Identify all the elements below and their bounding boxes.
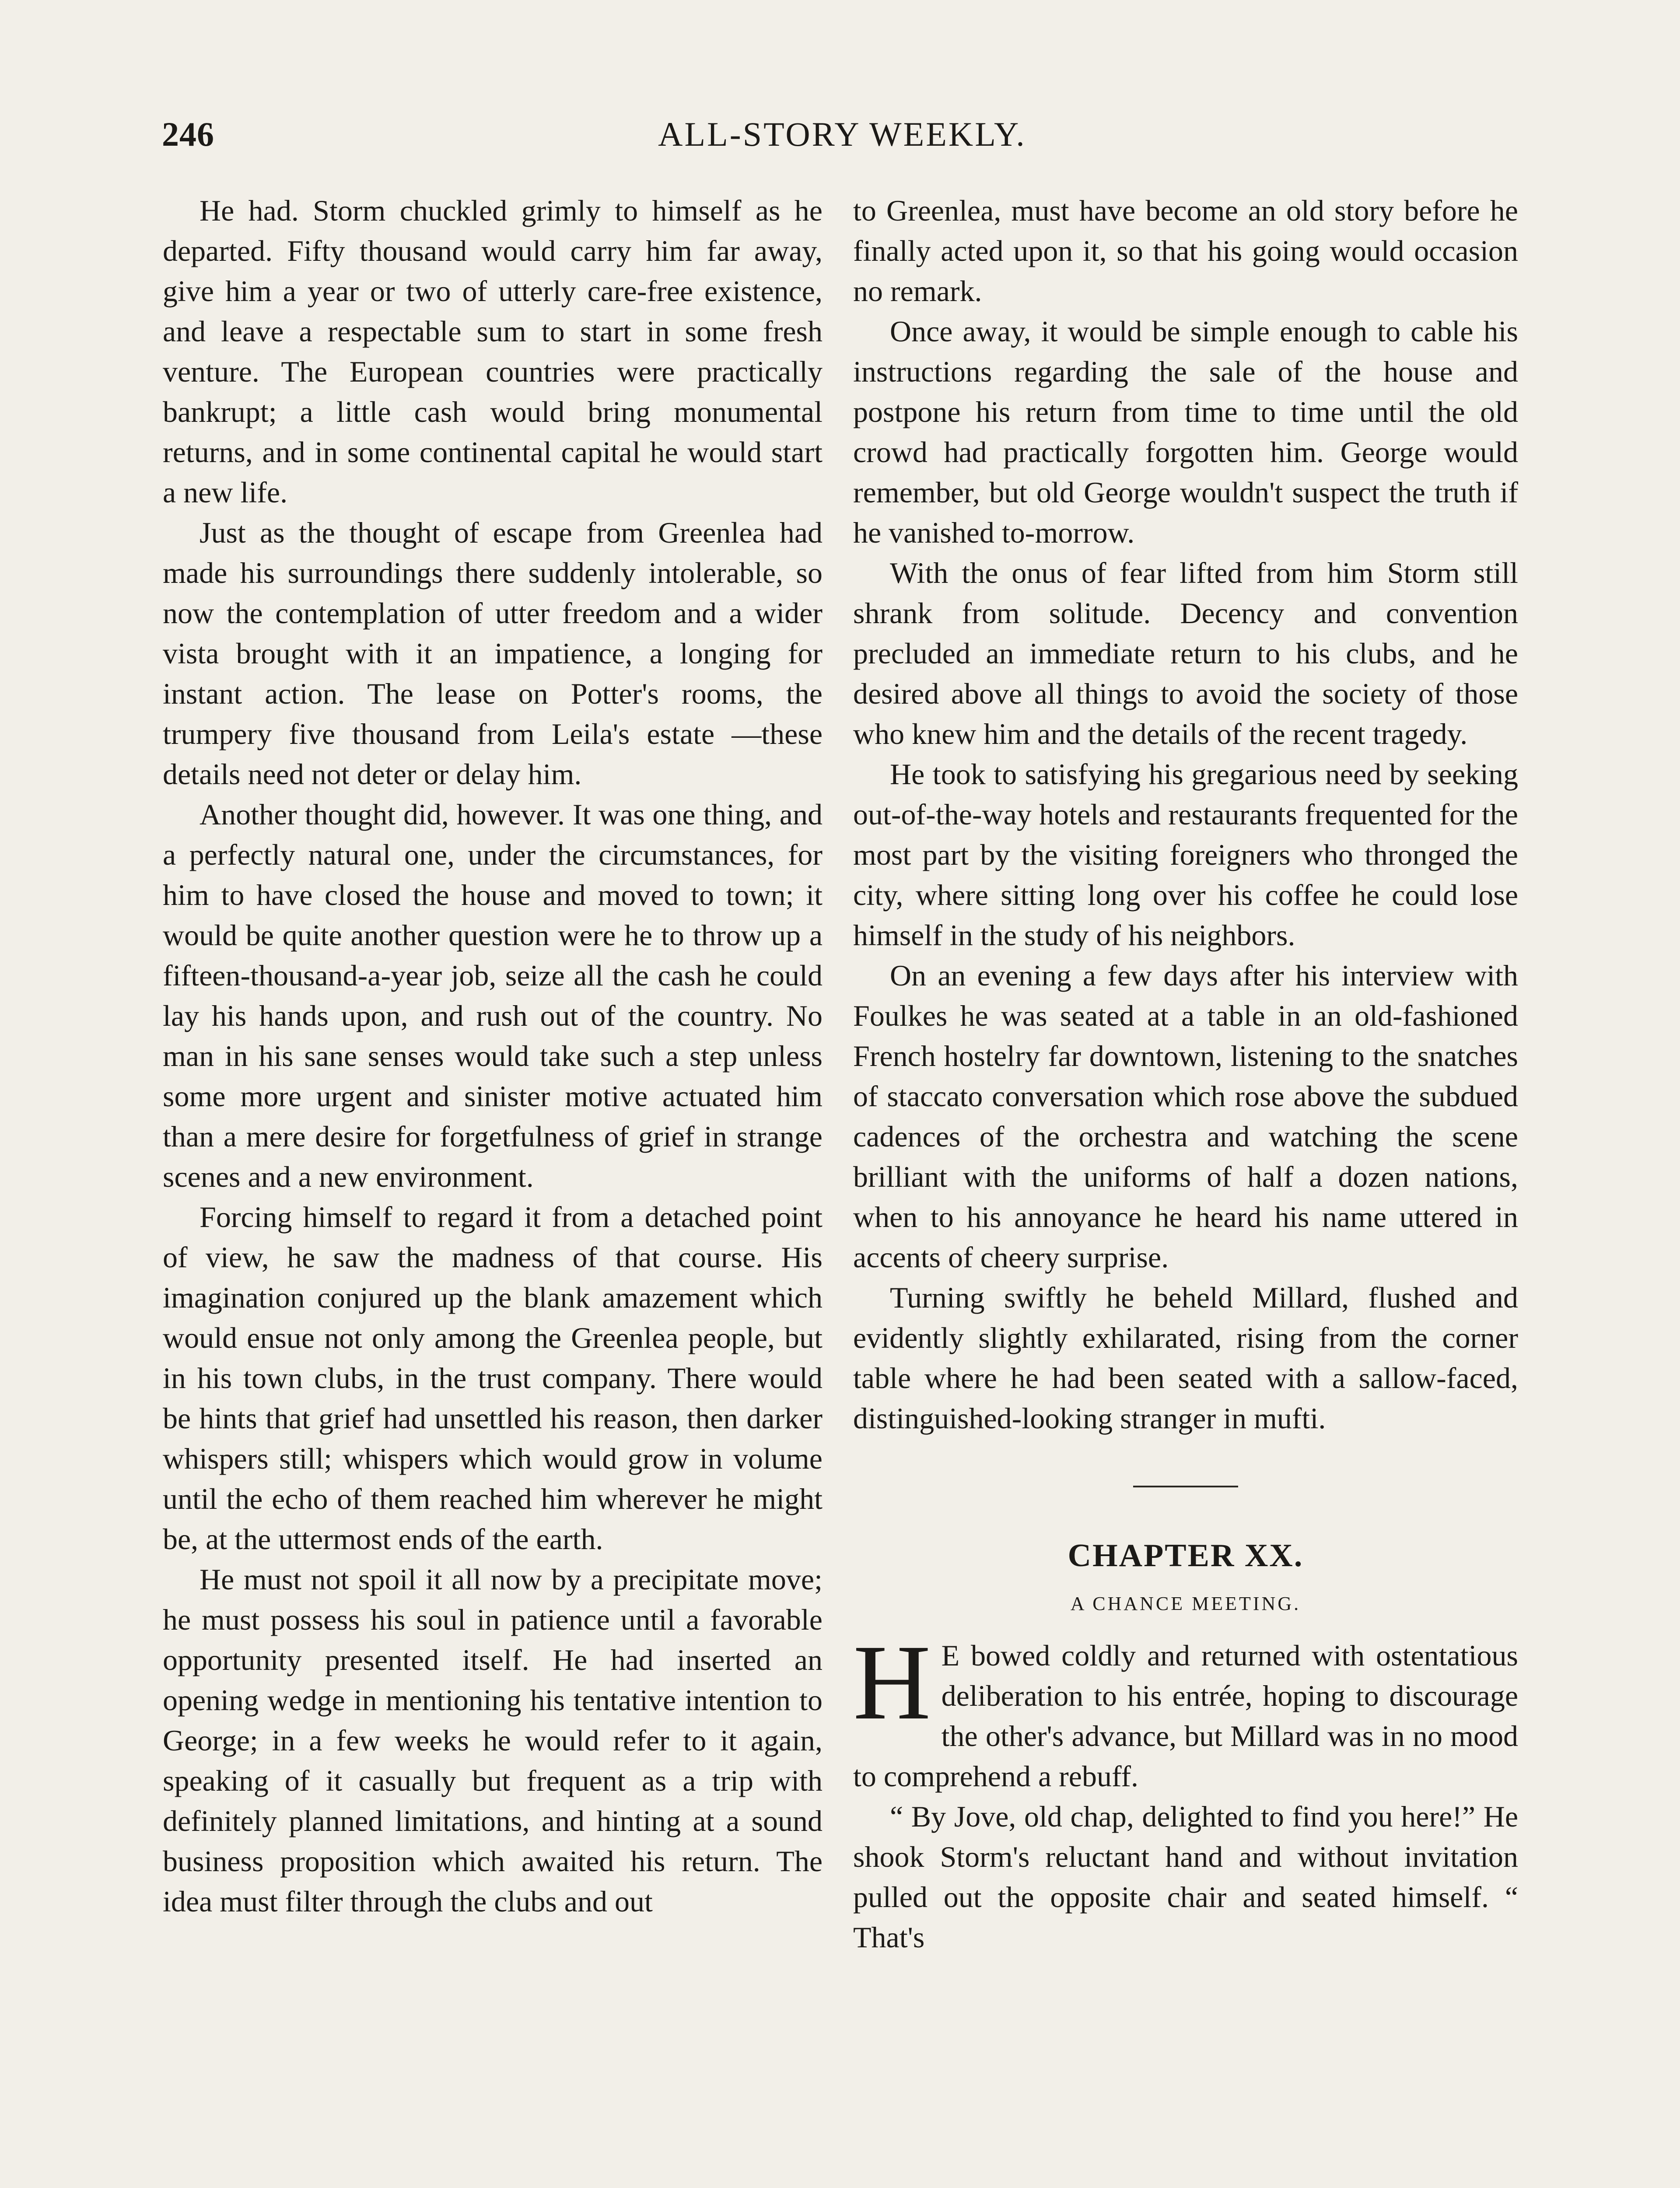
paragraph: With the onus of fear lifted from him Storm still shrank from solitude. Decency and convention precluded an immediate return to his clubs, and he desired above all things to avoid the society of those who knew him and the details of the recent tragedy. <box>853 556 1518 750</box>
paragraph: Once away, it would be simple enough to cable his instructions regarding the sale of the house and postpone his return from time to time until the old crowd had practically forgotten him. George would remember, but old George wouldn't suspect the truth if he vanished to-morrow. <box>853 315 1518 549</box>
drop-cap: H <box>853 1623 931 1742</box>
paragraph: to Greenlea, must have become an old story before he finally acted upon it, so that his going would occasion no remark. <box>853 194 1518 308</box>
page-number: 246 <box>162 115 214 153</box>
paragraph: Turning swiftly he beheld Millard, flushed and evidently slightly exhilarated, rising from the corner table where he had been seated with a sallow-faced, distinguished-looking stranger in mufti. <box>853 1281 1518 1435</box>
chapter-subtitle: A CHANCE MEETING. <box>1070 1593 1301 1614</box>
paragraph: He had. Storm chuckled grimly to himself as he departed. Fifty thousand would carry him far away, give him a year or two of utterly care-free existence, and leave a respectable sum to start in some fresh venture. The European countries were practically bankrupt; a little cash would bring monumental returns, and in some continental capital he would start a new life. <box>163 194 822 509</box>
dropcap-paragraph-text: E bowed coldly and returned with ostentatious deliberation to his entrée, hoping to discourage the other's advance, but Millard was in no mood to comprehend a rebuff. <box>853 1639 1518 1793</box>
right-column <box>853 190 1518 1957</box>
paragraph: He must not spoil it all now by a precipitate move; he must possess his soul in patience until a favorable opportunity presented itself. He had inserted an opening wedge in mentioning his tentative intention to George; in a few weeks he would refer to it again, speaking of it casually but frequent as a trip with definitely planned limitations, and hinting at a sound business proposition which awaited his return. The idea must filter through the clubs and out <box>163 1563 822 1918</box>
running-head: ALL-STORY WEEKLY. <box>658 115 1026 153</box>
page-header <box>162 115 1522 163</box>
paragraph: “ By Jove, old chap, delighted to find you here!” He shook Storm's reluctant hand and without invitation pulled out the opposite chair and seated himself. “ That's <box>853 1800 1518 1954</box>
section-divider <box>1133 1486 1238 1487</box>
paragraph: On an evening a few days after his interview with Foulkes he was seated at a table in an old-fashioned French hostelry far downtown, listening to the snatches of staccato conversation which rose above the subdued cadences of the orchestra and watching the scene brilliant with the uniforms of half a dozen nations, when to his annoyance he heard his name uttered in accents of cheery surprise. <box>853 959 1518 1274</box>
paragraph: Forcing himself to regard it from a detached point of view, he saw the madness of that course. His imagination conjured up the blank amazement which would ensue not only among the Greenlea people, but in his town clubs, in the trust company. There would be hints that grief had unsettled his reason, then darker whispers still; whispers which would grow in volume until the echo of them reached him wherever he might be, at the uttermost ends of the earth. <box>163 1200 822 1556</box>
left-column <box>163 190 822 1922</box>
paragraph: He took to satisfying his gregarious need by seeking out-of-the-way hotels and restaurants frequented for the most part by the visiting foreigners who thronged the city, where sitting long over his coffee he could lose himself in the study of his neighbors. <box>853 757 1518 952</box>
paragraph: Another thought did, however. It was one thing, and a perfectly natural one, under the circumstances, for him to have closed the house and moved to town; it would be quite another question were he to throw up a fifteen-thousand-a-year job, seize all the cash he could lay his hands upon, and rush out of the country. No man in his sane senses would take such a step unless some more urgent and sinister motive actuated him than a mere desire for forgetfulness of grief in strange scenes and a new environment. <box>163 798 822 1193</box>
dropcap-paragraph <box>853 1623 1518 1796</box>
paragraph: Just as the thought of escape from Greenlea had made his surroundings there suddenly intolerable, so now the contemplation of utter freedom and a wider vista brought with it an impatience, a longing for instant action. The lease on Potter's rooms, the trumpery five thousand from Leila's estate —these details need not deter or delay him. <box>163 516 822 791</box>
chapter-title: CHAPTER XX. <box>1068 1538 1304 1574</box>
